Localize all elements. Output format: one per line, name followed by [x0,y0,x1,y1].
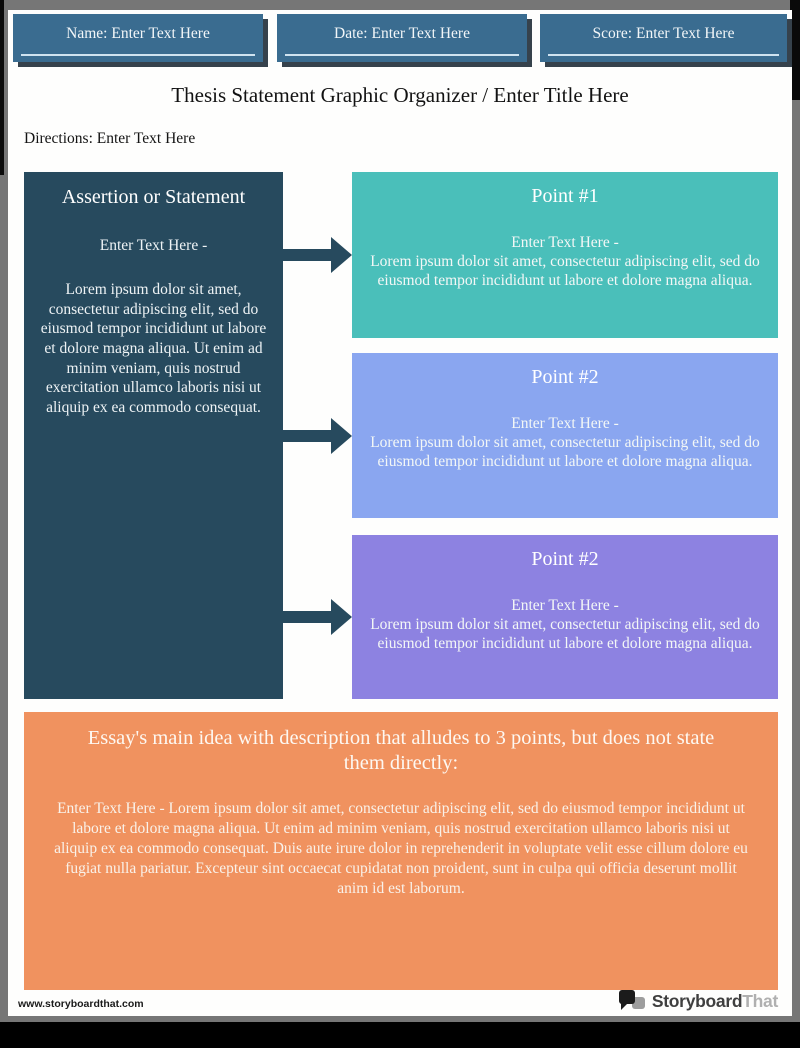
storyboardthat-logo [619,988,778,1014]
name-field-box[interactable] [13,14,263,62]
name-field-label: Name: Enter Text Here [66,25,210,42]
date-field-label: Date: Enter Text Here [334,25,470,42]
arrow-head [331,237,352,273]
arrow-shaft [283,611,332,623]
point-1-title: Point #1 [531,185,599,207]
main-idea-title: Essay's main idea with description that alludes to 3 points, but does not state them directly: [87,727,715,774]
name-field-underline [21,54,255,56]
point-3-body: Lorem ipsum dolor sit amet, consectetur adipiscing elit, sed do eiusmod tempor incididunt ut labore et dolore magna aliqua. [370,616,760,653]
arrow-head [331,418,352,454]
speech-bubble-black [619,990,635,1004]
point-box-1[interactable] [352,172,778,338]
point-1-placeholder: Enter Text Here - [511,234,619,251]
footer-url: www.storyboardthat.com [18,998,144,1010]
arrow-right-icon [283,237,352,273]
point-1-body: Lorem ipsum dolor sit amet, consectetur adipiscing elit, sed do eiusmod tempor incididunt ut labore et dolore magna aliqua. [370,253,760,290]
directions-text[interactable]: Directions: Enter Text Here [24,130,196,147]
point-3-placeholder: Enter Text Here - [511,597,619,614]
arrow-shaft [283,249,332,261]
point-2-placeholder: Enter Text Here - [511,415,619,432]
assertion-box[interactable] [24,172,283,699]
score-field-box[interactable] [540,14,787,62]
main-idea-box[interactable] [24,712,778,990]
date-field-underline [285,54,519,56]
assertion-title: Assertion or Statement [61,186,246,208]
arrow-head [331,599,352,635]
assertion-body: Lorem ipsum dolor sit amet, consectetur adipiscing elit, sed do eiusmod tempor incididunt ut labore et dolore magna aliqua. Ut enim ad minim veniam, quis nostrud exercitation ullamco laboris nisi ut aliquip ex ea commodo consequat. [40,281,267,417]
score-field-label: Score: Enter Text Here [592,25,735,42]
page-title[interactable]: Thesis Statement Graphic Organizer / Enter Title Here [171,83,629,107]
assertion-placeholder: Enter Text Here - [99,237,208,254]
main-idea-body: Enter Text Here - Lorem ipsum dolor sit amet, consectetur adipiscing elit, sed do eiusmod tempor incididunt ut labore et dolore magna aliqua. Ut enim ad minim veniam, quis nostrud exercitation ullamco laboris nisi ut aliquip ex ea commodo consequat. Duis aute irure dolor in reprehenderit in voluptate velit esse cillum dolore eu fugiat nulla pariatur. Excepteur sint occaecat cupidatat non proident, sunt in culpa qui officia deserunt mollit anim id est laborum. [54,800,748,897]
score-field-underline [548,54,779,56]
point-3-title: Point #2 [531,548,599,570]
point-box-2[interactable] [352,353,778,518]
speech-bubbles-icon [619,988,647,1014]
brand-text-storyboard: Storyboard [651,990,743,1011]
point-box-3[interactable] [352,535,778,699]
screen-edge-left [0,0,4,175]
worksheet-page [8,10,792,1016]
brand-text-that: That [742,990,778,1011]
arrow-right-icon [283,599,352,635]
arrow-right-icon [283,418,352,454]
brand-text [652,991,778,1012]
point-2-title: Point #2 [531,366,599,388]
date-field-box[interactable] [277,14,527,62]
speech-bubble-tail [621,1003,628,1010]
arrow-shaft [283,430,332,442]
point-2-body: Lorem ipsum dolor sit amet, consectetur adipiscing elit, sed do eiusmod tempor incididunt ut labore et dolore magna aliqua. [370,434,760,471]
